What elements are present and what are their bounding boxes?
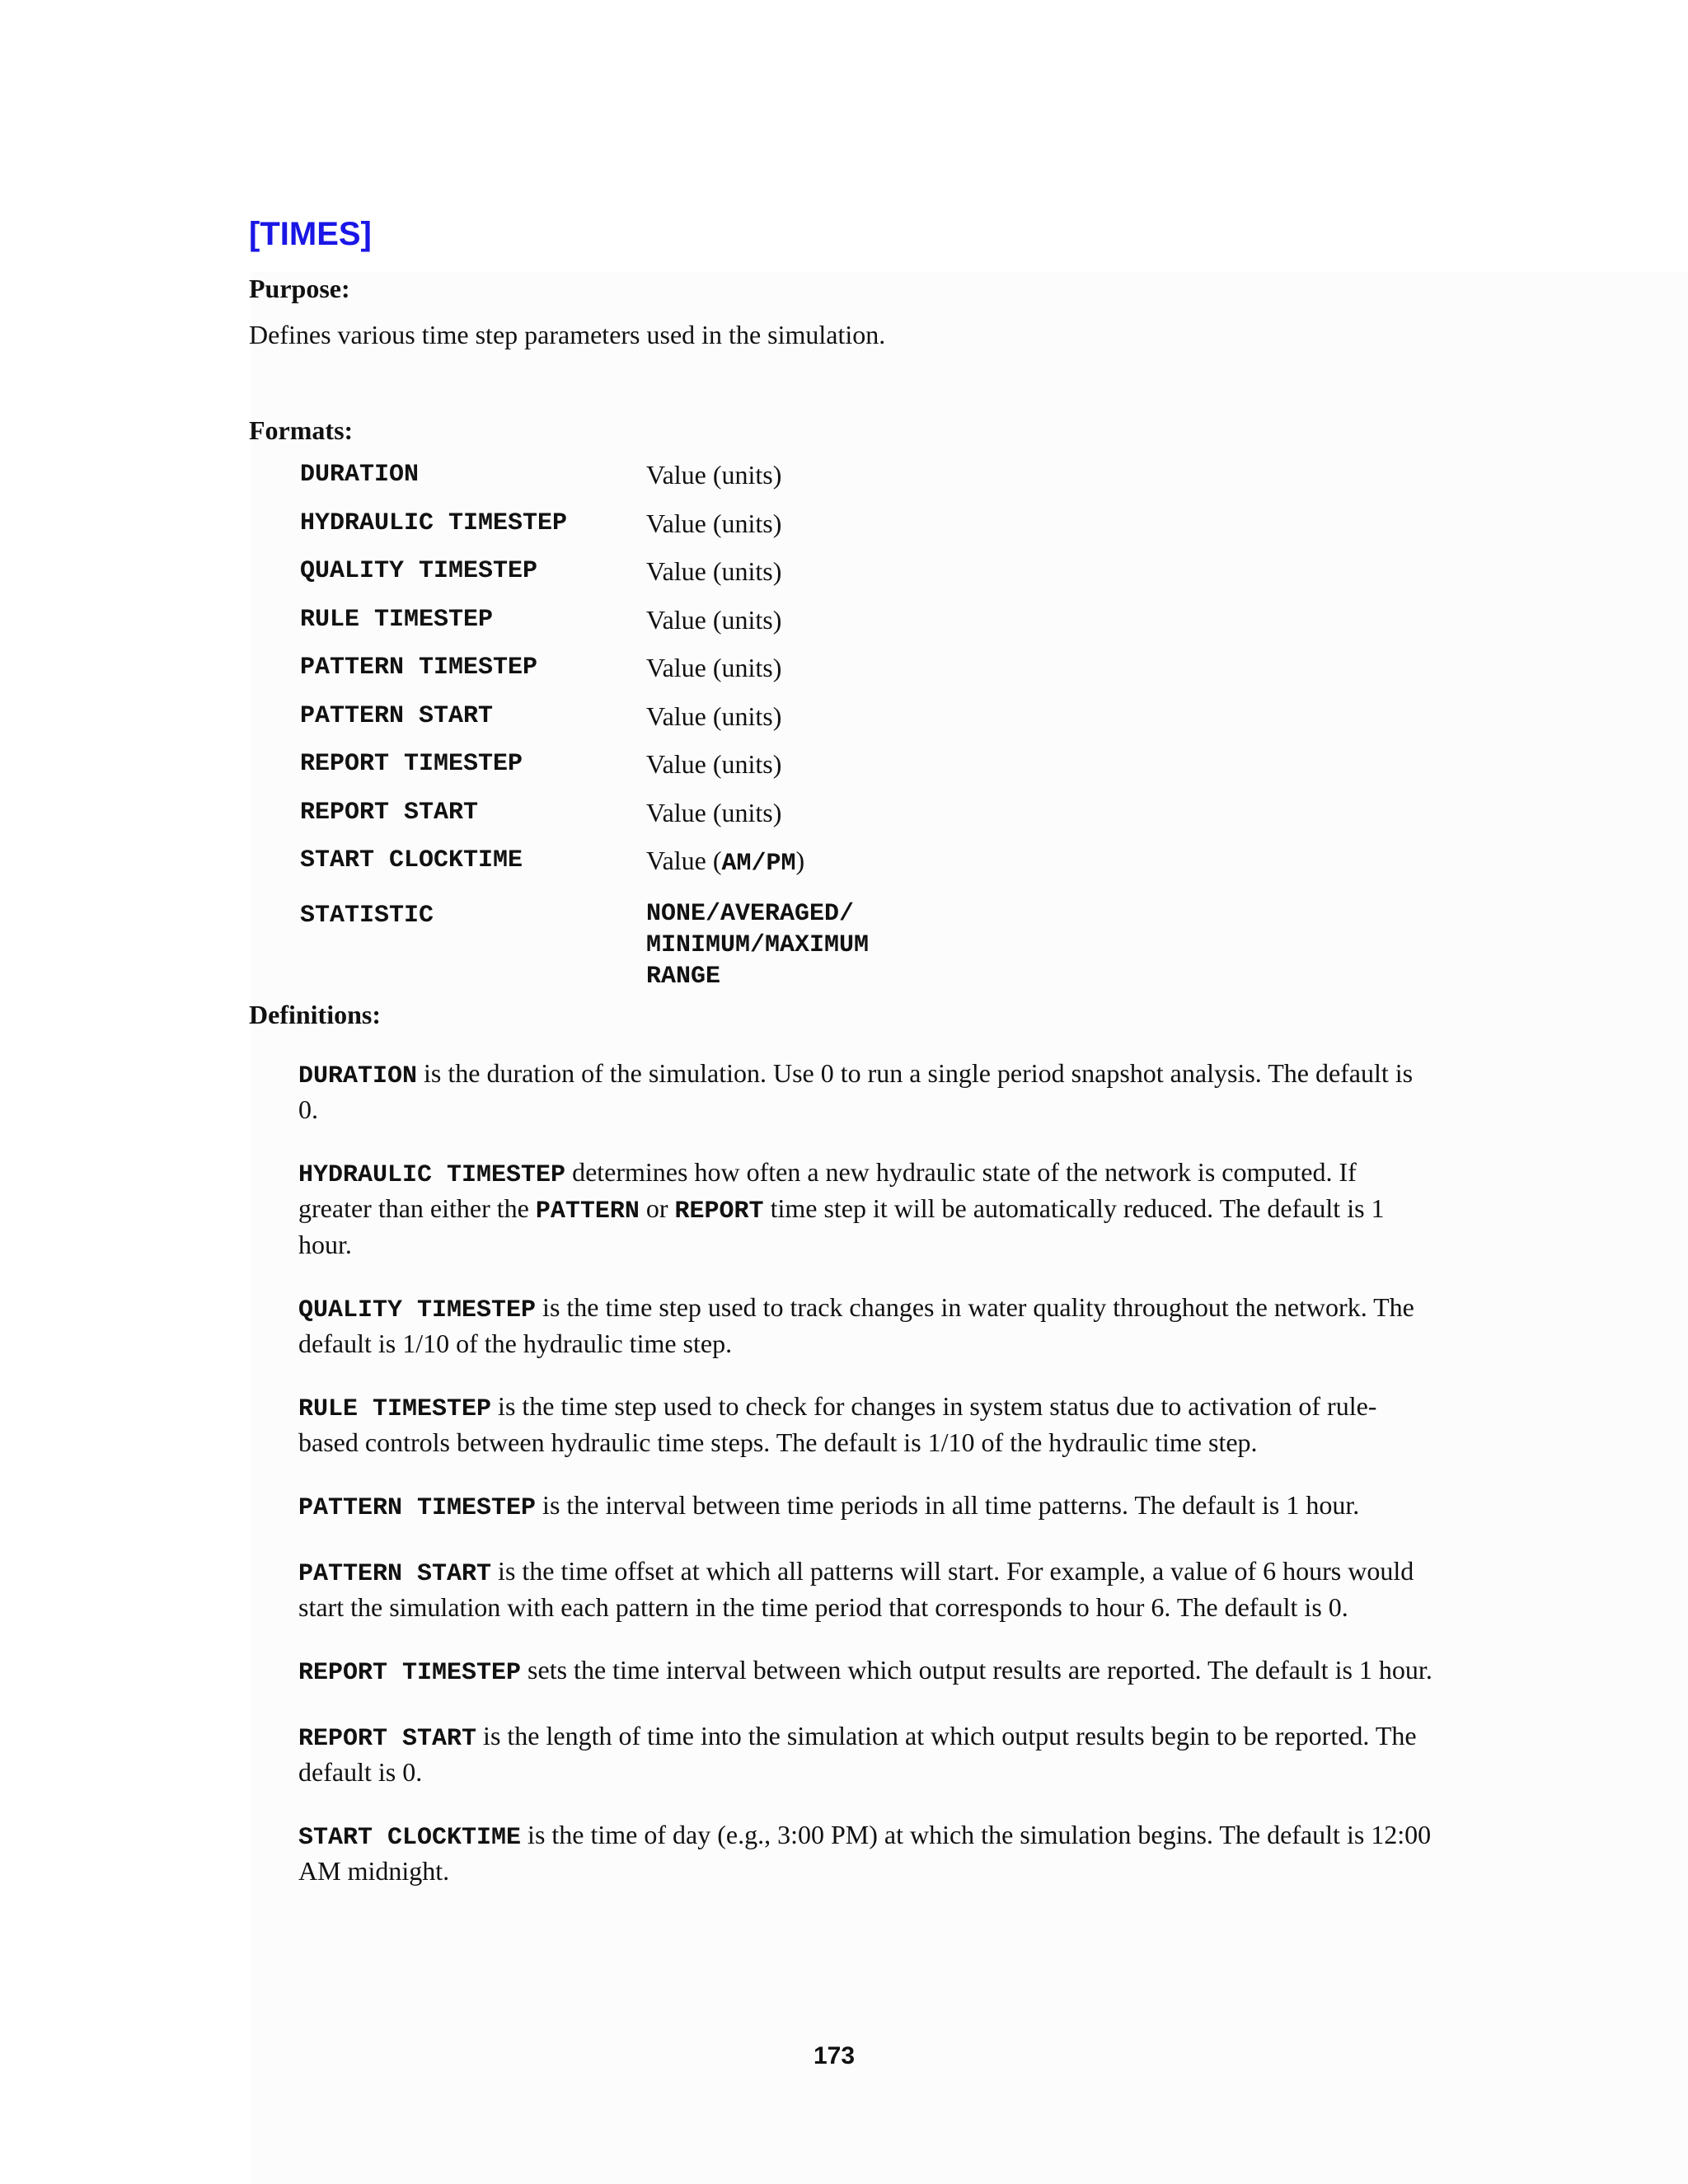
format-value: Value (units) — [646, 460, 782, 490]
definition-start-clocktime — [298, 1818, 1436, 1887]
format-keyword: START CLOCKTIME — [300, 846, 523, 874]
statistic-option: MINIMUM/MAXIMUM — [646, 930, 870, 959]
format-keyword: PATTERN START — [300, 701, 494, 730]
definition-text: or — [639, 1193, 675, 1223]
definition-pattern-timestep — [298, 1488, 1436, 1525]
definition-text: is the length of time into the simulation at which output results begin to be reported. The default is 0. — [298, 1720, 1417, 1787]
definition-inline-keyword: REPORT — [674, 1197, 764, 1226]
definition-duration — [298, 1057, 1436, 1126]
format-value: Value (units) — [646, 701, 782, 731]
definitions-heading: Definitions: — [249, 999, 381, 1029]
formats-heading: Formats: — [249, 415, 354, 445]
format-row-report-start — [300, 795, 1452, 844]
definition-keyword: RULE TIMESTEP — [298, 1394, 492, 1423]
format-row-quality-timestep — [300, 554, 1452, 602]
format-keyword: REPORT TIMESTEP — [300, 750, 523, 778]
format-keyword: HYDRAULIC TIMESTEP — [300, 509, 568, 537]
format-keyword: PATTERN TIMESTEP — [300, 654, 538, 682]
definition-text: is the duration of the simulation. Use 0 to run a single period snapshot analysis. The default is 0. — [298, 1057, 1414, 1124]
format-value: Value (units) — [646, 749, 782, 779]
format-row-pattern-start — [300, 699, 1452, 748]
definition-report-start — [298, 1719, 1436, 1788]
format-keyword: QUALITY TIMESTEP — [300, 557, 538, 585]
format-keyword: STATISTIC — [300, 901, 434, 930]
format-value-prefix: Value ( — [646, 846, 722, 875]
statistic-option: NONE/AVERAGED/ — [646, 899, 855, 928]
definition-keyword: PATTERN TIMESTEP — [298, 1493, 537, 1522]
formats-list — [300, 457, 1452, 992]
format-row-rule-timestep — [300, 602, 1452, 651]
format-value — [646, 843, 804, 881]
format-value: Value (units) — [646, 797, 782, 827]
format-row-hydraulic-timestep — [300, 506, 1452, 555]
definition-hydraulic-timestep — [298, 1155, 1436, 1261]
definitions-list — [298, 1057, 1436, 1887]
format-row-duration — [300, 457, 1452, 506]
definition-keyword: START CLOCKTIME — [298, 1823, 522, 1852]
format-row-start-clocktime — [300, 843, 1452, 892]
definition-keyword: REPORT TIMESTEP — [298, 1658, 522, 1687]
statistic-options — [646, 898, 869, 992]
definition-keyword: PATTERN START — [298, 1559, 492, 1588]
definition-text: is the time step used to track changes in water quality throughout the network. The default is 1/10 of the hydraulic time step. — [298, 1291, 1414, 1358]
definition-text: time step it will be automatically reduced. The default is 1 hour. — [298, 1193, 1385, 1259]
definition-text: is the interval between time periods in all time patterns. The default is 1 hour. — [536, 1489, 1360, 1520]
definition-pattern-start — [298, 1554, 1436, 1624]
definition-quality-timestep — [298, 1291, 1436, 1360]
format-keyword: REPORT START — [300, 798, 479, 827]
definition-inline-keyword: PATTERN — [535, 1197, 640, 1226]
format-row-statistic — [300, 892, 1452, 992]
format-value: Value (units) — [646, 556, 782, 586]
format-value: Value (units) — [646, 508, 782, 538]
definition-text: is the time of day (e.g., 3:00 PM) at which the simulation begins. The default is 12:00 AM midnight. — [298, 1819, 1432, 1886]
definition-text: is the time step used to check for changes in system status due to activation of rule-based controls between hydraulic time steps. The default is 1/10 of the hydraulic time step. — [298, 1390, 1377, 1457]
page-number: 173 — [813, 2042, 856, 2069]
document-page — [249, 210, 1452, 1917]
section-title: [TIMES] — [249, 216, 372, 252]
definition-text: is the time offset at which all patterns will start. For example, a value of 6 hours would start the simulation with each pattern in the time period that corresponds to hour 6. The default is 0. — [298, 1555, 1414, 1622]
format-value-suffix: ) — [795, 846, 805, 875]
definition-rule-timestep — [298, 1390, 1436, 1459]
definition-keyword: DURATION — [298, 1062, 418, 1090]
statistic-option: RANGE — [646, 962, 721, 991]
format-value: Value (units) — [646, 653, 782, 682]
format-value-ampm: AM/PM — [721, 850, 796, 878]
format-keyword: DURATION — [300, 461, 420, 489]
definition-keyword: QUALITY TIMESTEP — [298, 1296, 537, 1324]
definition-report-timestep — [298, 1653, 1436, 1690]
purpose-heading: Purpose: — [249, 274, 350, 303]
definition-text: determines how often a new hydraulic state of the network is computed. If greater than either the — [298, 1156, 1357, 1223]
format-keyword: RULE TIMESTEP — [300, 605, 494, 634]
definition-keyword: HYDRAULIC TIMESTEP — [298, 1160, 566, 1189]
definition-text: sets the time interval between which output results are reported. The default is 1 hour. — [521, 1654, 1432, 1685]
purpose-text: Defines various time step parameters used in the simulation. — [249, 320, 886, 349]
definition-keyword: REPORT START — [298, 1724, 477, 1753]
format-row-report-timestep — [300, 747, 1452, 795]
format-row-pattern-timestep — [300, 650, 1452, 699]
format-value: Value (units) — [646, 604, 782, 635]
